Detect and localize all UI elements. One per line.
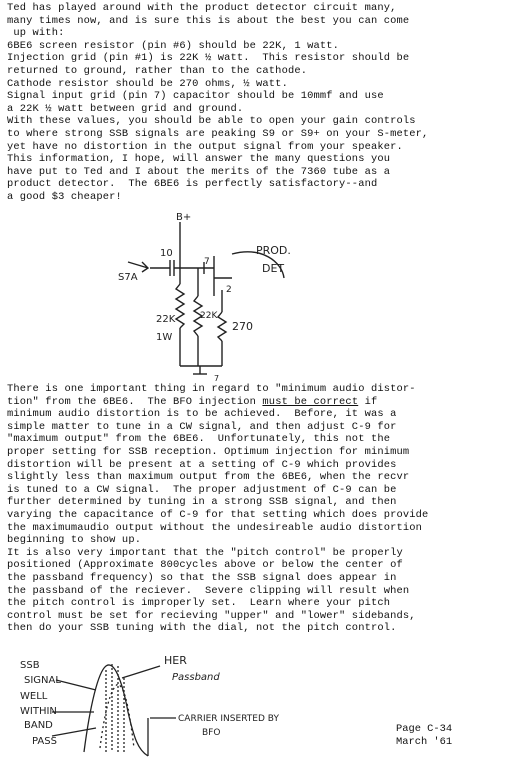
body-line: is tuned to a CW signal. The proper adjustment of C-9 can be [7, 483, 397, 496]
body-line: minimum audio distortion is to be achieved. Before, it was a [7, 408, 397, 421]
body-line: proper setting for SSB reception. Optimum injection for minimum [7, 445, 410, 458]
body-line: distortion will be present at a setting of C-9 which provides [7, 458, 397, 471]
body-line: then do your SSB tuning with the dial, not the pitch control. [7, 622, 397, 635]
body-line: It is also very important that the "pitch control" be properly [7, 546, 403, 559]
intro-line: to where strong SSB signals are peaking S9 or S9+ on your S-meter, [7, 127, 429, 140]
intro-line: returned to ground, rather than to the cathode. [7, 64, 308, 77]
intro-line: With these values, you should be able to open your gain controls [7, 115, 416, 128]
resistor-270 [218, 312, 226, 341]
intro-line: a good $3 cheaper! [7, 190, 122, 203]
body-line: control must be set for recieving "upper" and "lower" sidebands, [7, 609, 416, 622]
page-number: Page C-34 [396, 723, 453, 735]
intro-line: Injection grid (pin #1) is 22K ½ watt. This resistor should be [7, 52, 410, 65]
sketch-carrier-2: BFO [202, 728, 221, 738]
sketch-carrier: CARRIER INSERTED BY [178, 714, 279, 724]
intro-line: Signal input grid (pin 7) capacitor should be 10mmf and use [7, 90, 384, 103]
body-line: the maximumaudio output without the undesireable audio distortion [7, 521, 423, 534]
res3-value: 270 [232, 320, 253, 333]
intro-line: have put to Ted and I about the merits of the 7360 tube as a [7, 165, 391, 178]
body-line: slightly less than maximum output from the 6BE6, when the recvr [7, 471, 410, 484]
intro-line: up with: [7, 27, 65, 40]
body-line-2b: if [358, 395, 378, 408]
input-label: S7A [118, 272, 138, 283]
input-arrow [128, 262, 148, 272]
intro-line: This information, I hope, will answer the many questions you [7, 153, 391, 166]
prod-label: PROD. [256, 244, 291, 257]
sketch-left-3: WELL [20, 691, 48, 702]
page-date: March '61 [396, 736, 453, 748]
body-line: further determined by tuning in a strong SSB signal, and then [7, 496, 397, 509]
pin7-label: 7 [204, 257, 210, 267]
res1-wattage: 1W [156, 332, 173, 343]
det-label: DET [262, 262, 285, 275]
body-line-1: There is one important thing in regard to "minimum audio distor- [7, 383, 416, 395]
sketch-left-6: PASS [32, 736, 57, 747]
body-line: the passband of the reciever. Severe clipping will result when [7, 584, 410, 597]
body-line: beginning to show up. [7, 534, 142, 547]
body-line: positioned (Approximate 800cycles above or below the center of [7, 559, 403, 572]
ground-label: 7 [214, 374, 220, 383]
passband-curve [84, 665, 148, 756]
sketch-left-2: SIGNAL [24, 675, 61, 686]
body-line: the pitch control is improperly set. Learn where your pitch [7, 597, 391, 610]
bplus-label: B+ [176, 212, 192, 223]
passband-pointer [122, 666, 160, 678]
body-line-2a: tion" from the 6BE6. The BFO injection [7, 395, 263, 408]
intro-line: product detector. The 6BE6 is perfectly satisfactory--and [7, 178, 378, 191]
sketch-right-2: Passband [172, 672, 220, 683]
sketch-left-4: WITHIN [20, 706, 57, 717]
res1-value: 22K [156, 314, 176, 325]
body-line: the passband frequency) so that the SSB signal does appear in [7, 571, 397, 584]
body-line: varying the capacitance of C-9 for that setting which does provide [7, 508, 429, 521]
body-line: simple matter to tune in a CW signal, and then adjust C-9 for [7, 420, 397, 433]
intro-line: Cathode resistor should be 270 ohms, ½ watt. [7, 77, 288, 90]
intro-line: 6BE6 screen resistor (pin #6) should be 22K, 1 watt. [7, 39, 340, 52]
cap-value-label: 10 [160, 248, 173, 259]
body-paragraph [7, 383, 512, 635]
sketch-right-1: HER [164, 654, 187, 667]
body-line: "maximum output" from the 6BE6. Unfortunately, this not the [7, 433, 391, 446]
intro-line: yet have no distortion in the output signal from your speaker. [7, 140, 403, 153]
left-pointer-lines [52, 680, 96, 736]
pin2-label: 2 [226, 285, 232, 295]
res2-value: 22K [200, 311, 218, 321]
intro-line: many times now, and is sure this is about the best you can come [7, 14, 410, 27]
sketch-left-1: SSB [20, 660, 40, 671]
intro-line: a 22K ½ watt between grid and ground. [7, 102, 244, 115]
intro-line: Ted has played around with the product detector circuit many, [7, 2, 397, 14]
sketch-left-5: BAND [24, 720, 53, 731]
emphasis-must-be-correct: must be correct [262, 395, 359, 408]
resistor-22k-1w [176, 284, 184, 328]
